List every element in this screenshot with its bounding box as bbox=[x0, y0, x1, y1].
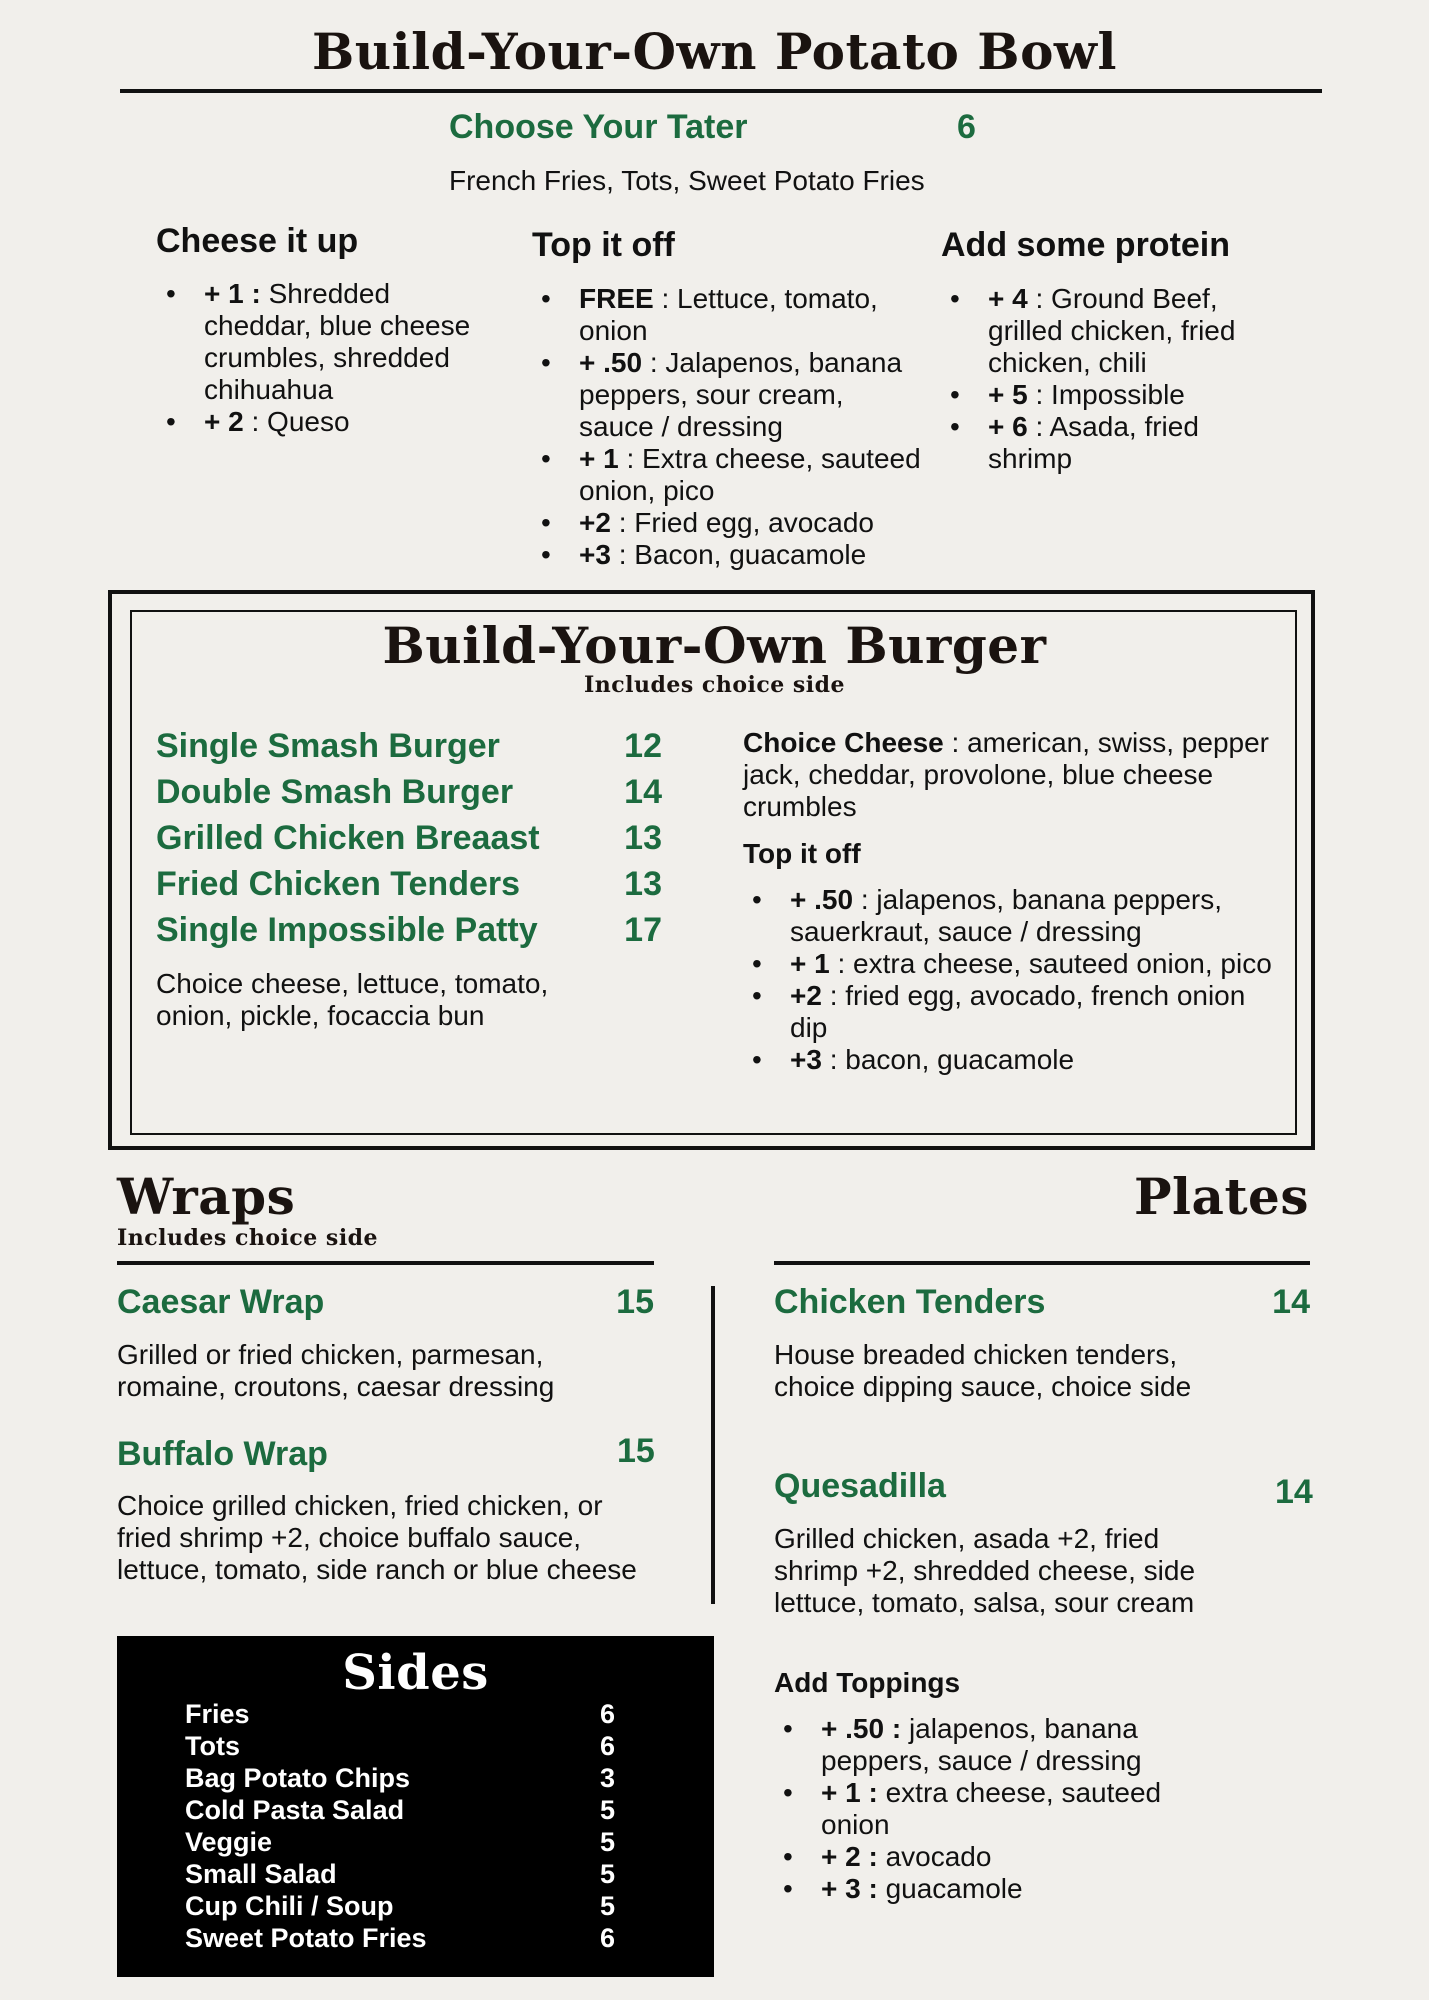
burger-item-name: Single Smash Burger bbox=[156, 727, 500, 765]
protein-heading: Add some protein bbox=[941, 226, 1231, 264]
list-item: • +3 : bacon, guacamole bbox=[744, 1044, 1284, 1076]
wrap-item-price: 15 bbox=[617, 1432, 655, 1470]
burger-item-row bbox=[156, 727, 662, 766]
potato-bowl-title: Build-Your-Own Potato Bowl bbox=[312, 22, 1117, 81]
burger-top-heading: Top it off bbox=[743, 838, 861, 869]
toppings-heading: Add Toppings bbox=[774, 1667, 961, 1698]
sides-row: Cup Chili / Soup 5 bbox=[185, 1891, 615, 1921]
sides-panel bbox=[117, 1636, 714, 1977]
column-divider bbox=[711, 1286, 715, 1604]
cheese-list bbox=[158, 278, 503, 438]
burger-item-name: Fried Chicken Tenders bbox=[156, 865, 521, 903]
list-item: • + 1 : extra cheese, sauteed onion bbox=[775, 1777, 1205, 1841]
list-item: • + .50 : Jalapenos, banana peppers, sour cream, sauce / dressing bbox=[533, 347, 923, 443]
list-item: • + 2 : Queso bbox=[158, 406, 503, 438]
list-item: • +3 : Bacon, guacamole bbox=[533, 539, 923, 571]
list-item: • + 2 : avocado bbox=[775, 1841, 1205, 1873]
list-item: • +2 : Fried egg, avocado bbox=[533, 507, 923, 539]
burger-item-price: 12 bbox=[624, 727, 662, 765]
burger-item-row bbox=[156, 819, 662, 858]
sides-row: Bag Potato Chips 3 bbox=[185, 1763, 615, 1793]
tater-description: French Fries, Tots, Sweet Potato Fries bbox=[449, 165, 925, 196]
burger-item-name: Single Impossible Patty bbox=[156, 911, 538, 949]
list-item: • +2 : fried egg, avocado, french onion dip bbox=[744, 980, 1284, 1044]
tater-name: Choose Your Tater bbox=[449, 108, 748, 146]
burger-item-name: Grilled Chicken Breaast bbox=[156, 819, 540, 857]
list-item: • + 4 : Ground Beef, grilled chicken, fried chicken, chili bbox=[942, 283, 1272, 379]
wraps-title: Wraps bbox=[117, 1167, 296, 1226]
list-item: • + .50 : jalapenos, banana peppers, sauerkraut, sauce / dressing bbox=[744, 884, 1284, 948]
list-item: • + 6 : Asada, fried shrimp bbox=[942, 411, 1272, 475]
plates-title: Plates bbox=[1133, 1167, 1309, 1226]
plate-item-price: 14 bbox=[1275, 1473, 1313, 1511]
toppings-list bbox=[775, 1713, 1205, 1905]
list-item: • + 1 : Extra cheese, sauteed onion, pico bbox=[533, 443, 923, 507]
wraps-subtitle: Includes choice side bbox=[117, 1225, 379, 1251]
wrap-description: Grilled or fried chicken, parmesan, romaine, croutons, caesar dressing bbox=[117, 1339, 555, 1402]
sides-row: Sweet Potato Fries 6 bbox=[185, 1923, 615, 1953]
burger-item-price: 13 bbox=[624, 819, 662, 857]
burger-item-price: 14 bbox=[624, 773, 662, 811]
burger-item-price: 17 bbox=[624, 911, 662, 949]
sides-row: Veggie 5 bbox=[185, 1827, 615, 1857]
plate-item-name: Quesadilla bbox=[774, 1467, 946, 1505]
wrap-item-price: 15 bbox=[616, 1283, 654, 1321]
burger-item-row bbox=[156, 773, 662, 812]
wrap-item-name: Caesar Wrap bbox=[117, 1283, 325, 1321]
burger-item-row bbox=[156, 911, 662, 950]
burger-item-price: 13 bbox=[624, 865, 662, 903]
potato-title-rule bbox=[120, 89, 1322, 93]
plate-item-row bbox=[774, 1283, 1310, 1322]
list-item: • + 1 : Shredded cheddar, blue cheese crumbles, shredded chihuahua bbox=[158, 278, 503, 406]
potato-top-list bbox=[533, 283, 923, 571]
plate-description: Grilled chicken, asada +2, fried shrimp +2, shredded cheese, side lettuce, tomato, salsa, sour cream bbox=[774, 1523, 1196, 1618]
cheese-heading: Cheese it up bbox=[156, 222, 359, 260]
plate-item-name: Chicken Tenders bbox=[774, 1283, 1046, 1321]
sides-row: Small Salad 5 bbox=[185, 1859, 615, 1889]
burger-title: Build-Your-Own Burger bbox=[382, 616, 1047, 675]
plates-rule bbox=[774, 1261, 1310, 1265]
burger-cheese-text: Choice Cheese : american, swiss, pepper jack, cheddar, provolone, blue cheese crumbles bbox=[743, 727, 1269, 822]
wrap-item-row bbox=[117, 1283, 654, 1322]
burger-subtitle: Includes choice side bbox=[583, 672, 846, 698]
sides-list bbox=[185, 1699, 615, 1969]
burger-top-list bbox=[744, 884, 1284, 1076]
sides-row: Tots 6 bbox=[185, 1731, 615, 1761]
wrap-description: Choice grilled chicken, fried chicken, or fried shrimp +2, choice buffalo sauce, lettuce, tomato, side ranch or blue cheese bbox=[117, 1490, 637, 1585]
list-item: • + 1 : extra cheese, sauteed onion, pico bbox=[744, 948, 1284, 980]
burger-item-row bbox=[156, 865, 662, 904]
burger-description: Choice cheese, lettuce, tomato, onion, pickle, focaccia bun bbox=[156, 968, 549, 1031]
plate-item-price: 14 bbox=[1272, 1283, 1310, 1321]
sides-row: Fries 6 bbox=[185, 1699, 615, 1729]
list-item: • + 5 : Impossible bbox=[942, 379, 1272, 411]
potato-top-heading: Top it off bbox=[532, 226, 675, 264]
protein-list bbox=[942, 283, 1272, 475]
wrap-item-name: Buffalo Wrap bbox=[117, 1435, 328, 1473]
sides-row: Cold Pasta Salad 5 bbox=[185, 1795, 615, 1825]
list-item: • + .50 : jalapenos, banana peppers, sauce / dressing bbox=[775, 1713, 1205, 1777]
tater-price: 6 bbox=[957, 108, 976, 146]
list-item: • FREE : Lettuce, tomato, onion bbox=[533, 283, 923, 347]
list-item: • + 3 : guacamole bbox=[775, 1873, 1205, 1905]
plate-description: House breaded chicken tenders, choice dipping sauce, choice side bbox=[774, 1339, 1192, 1402]
wraps-rule bbox=[117, 1261, 654, 1265]
burger-item-name: Double Smash Burger bbox=[156, 773, 514, 811]
sides-title: Sides bbox=[342, 1645, 489, 1701]
